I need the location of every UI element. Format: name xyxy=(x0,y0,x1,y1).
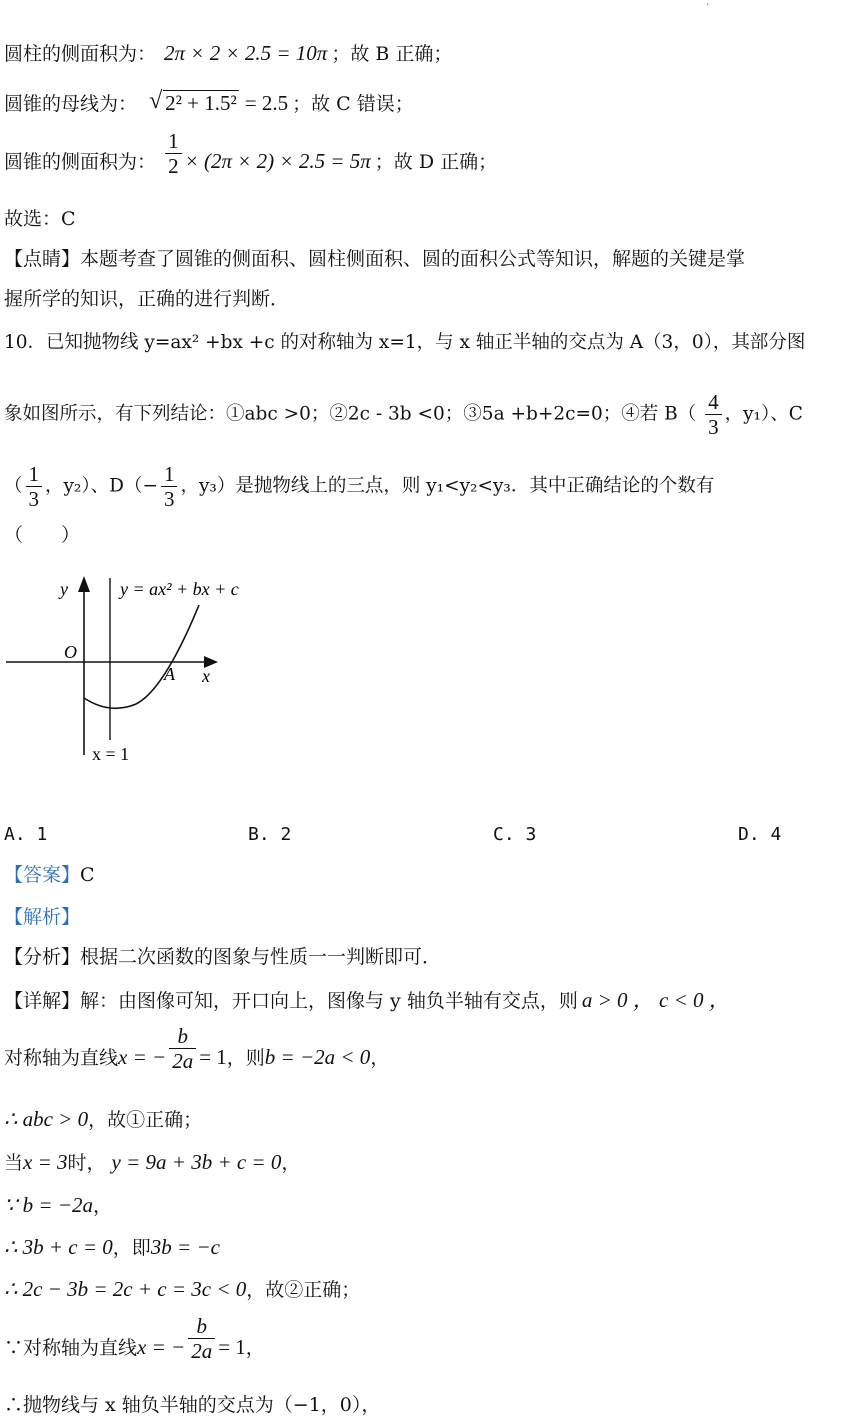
text: ，故①正确； xyxy=(88,1109,203,1131)
fraction-num: 1 xyxy=(28,462,40,486)
y-axis-arrow xyxy=(78,576,90,592)
fraction-b-2a xyxy=(169,1024,196,1073)
text: 象如图所示，有下列结论：①abc >0；②2c ‑ 3b <0；③5a +b+2c=0；④若 B（ xyxy=(4,403,697,425)
text: 【详解】解：由图像可知，开口向上，图像与 y 轴负半轴有交点，则 xyxy=(4,990,578,1012)
math-expr: x = − xyxy=(137,1335,186,1359)
text: 时， xyxy=(67,1152,106,1174)
math-expr: × (2π × 2) × 2.5 = 5π xyxy=(184,149,371,173)
options-row xyxy=(4,822,839,848)
text: ；故 D 正确； xyxy=(374,151,498,173)
math-result: = 2.5 xyxy=(244,91,289,115)
text: ， xyxy=(281,1152,301,1174)
text: ，y₁）、C xyxy=(724,403,803,425)
text: ；故 B 正确； xyxy=(331,43,453,65)
text: 圆锥的母线为： xyxy=(4,93,138,115)
line-cylinder-area xyxy=(4,40,839,67)
text: 当 xyxy=(4,1152,24,1174)
math-expr: = 1 xyxy=(218,1335,246,1359)
text: ，y₂）、D（− xyxy=(45,475,158,497)
fraction-num: 1 xyxy=(168,128,179,153)
question-line-2 xyxy=(4,390,839,439)
text: （ xyxy=(4,475,23,497)
solution-step-7: ∴抛物线与 x 轴负半轴的交点为（−1，0）， xyxy=(4,1394,381,1416)
option-d[interactable]: D. 4 xyxy=(738,824,782,845)
question-line-4: （ ） xyxy=(4,524,81,546)
solution-step-2 xyxy=(4,1149,839,1176)
line-choice: 故选：C xyxy=(4,208,76,230)
text: ， xyxy=(245,1337,265,1359)
analysis-tag: 【解析】 xyxy=(4,906,81,928)
a-label: A xyxy=(164,664,175,684)
parabola-curve xyxy=(84,605,199,708)
symmetry-label: x = 1 xyxy=(92,744,130,764)
answer-value: C xyxy=(80,864,95,886)
solution-step-3 xyxy=(4,1192,839,1219)
text: 圆柱的侧面积为： xyxy=(4,43,157,65)
math-expr: = 1 xyxy=(199,1045,227,1069)
option-c[interactable]: C. 3 xyxy=(493,824,537,845)
line-comment-2: 握所学的知识，正确的进行判断． xyxy=(4,288,290,310)
solution-axis xyxy=(4,1023,839,1073)
text: ，则 xyxy=(226,1047,265,1069)
math-expr: x = − xyxy=(118,1045,167,1069)
fraction-1-3 xyxy=(26,462,43,511)
solution-step-5 xyxy=(4,1276,839,1303)
question-line-1: 10．已知抛物线 y=ax² +bx +c 的对称轴为 x=1，与 x 轴正半轴的交点为 A（3，0），其部分图 xyxy=(4,332,806,353)
solution-step-4 xyxy=(4,1234,839,1261)
fraction-den: 3 xyxy=(705,414,722,439)
header-mark: · xyxy=(706,0,710,11)
fraction-num: b xyxy=(196,1313,207,1338)
equation-label: y = ax² + bx + c xyxy=(120,579,239,599)
text: ，即 xyxy=(112,1237,151,1259)
math-expr: ∵ b = −2a xyxy=(4,1193,93,1217)
line-cone-area xyxy=(4,128,839,178)
line-cone-generatrix xyxy=(4,90,839,117)
fraction-4-3 xyxy=(705,390,722,439)
solution-analysis: 【分析】根据二次函数的图象与性质一一判断即可． xyxy=(4,946,442,968)
math-expr: b = −2a < 0 xyxy=(264,1045,371,1069)
option-a[interactable]: A. 1 xyxy=(4,824,48,845)
solution-step-1 xyxy=(4,1106,839,1133)
sqrt-expr: √ 2² + 1.5² xyxy=(149,88,237,115)
parabola-graph xyxy=(4,570,264,770)
radicand: 2² + 1.5² xyxy=(165,91,237,115)
x-label: x xyxy=(202,666,210,686)
text: ，y₃）是抛物线上的三点，则 y₁<y₂<y₃．其中正确结论的个数有 xyxy=(180,475,715,497)
fraction-den: 2a xyxy=(169,1048,196,1073)
math-expr: 2π × 2 × 2.5 = 10π xyxy=(164,41,328,65)
fraction-num: 1 xyxy=(163,462,175,486)
math-expr: y = 9a + 3b + c = 0 xyxy=(111,1150,282,1174)
fraction-den: 2a xyxy=(188,1338,215,1363)
text: ， xyxy=(92,1195,112,1217)
fraction-den: 3 xyxy=(26,486,43,511)
text: ；故 C 错误； xyxy=(292,93,414,115)
text: 对称轴为直线 xyxy=(4,1047,119,1069)
origin-label: O xyxy=(64,642,77,662)
y-label: y xyxy=(60,579,68,599)
fraction-den: 2 xyxy=(165,153,182,178)
fraction-num: b xyxy=(177,1023,188,1048)
line-comment-1: 【点睛】本题考查了圆锥的侧面积、圆柱侧面积、圆的面积公式等知识，解题的关键是掌 xyxy=(4,248,746,270)
fraction-den: 3 xyxy=(161,486,178,511)
math-expr: ∴ abc > 0 xyxy=(4,1107,89,1131)
solution-detail xyxy=(4,987,839,1014)
solution-step-6 xyxy=(4,1313,839,1363)
answer-tag: 【答案】 xyxy=(4,864,81,886)
math-expr: x = 3 xyxy=(23,1150,68,1174)
answer-line xyxy=(4,862,839,888)
question-line-3 xyxy=(4,462,839,511)
math-expr: ∴ 3b + c = 0 xyxy=(4,1235,113,1259)
text: ∵对称轴为直线 xyxy=(4,1337,138,1359)
fraction-num: 4 xyxy=(708,390,719,414)
fraction-b-2a xyxy=(188,1314,215,1363)
fraction xyxy=(165,129,182,178)
math-expr: 3b = −c xyxy=(150,1235,220,1259)
fraction-1-3-neg xyxy=(161,462,178,511)
text: 圆锥的侧面积为： xyxy=(4,151,157,173)
math-expr: ∴ 2c − 3b = 2c + c = 3c < 0 xyxy=(4,1277,247,1301)
text: ， xyxy=(370,1047,390,1069)
math-expr: a > 0 ， c < 0 ， xyxy=(581,988,730,1012)
text: ，故②正确； xyxy=(246,1279,361,1301)
option-b[interactable]: B. 2 xyxy=(248,824,292,845)
